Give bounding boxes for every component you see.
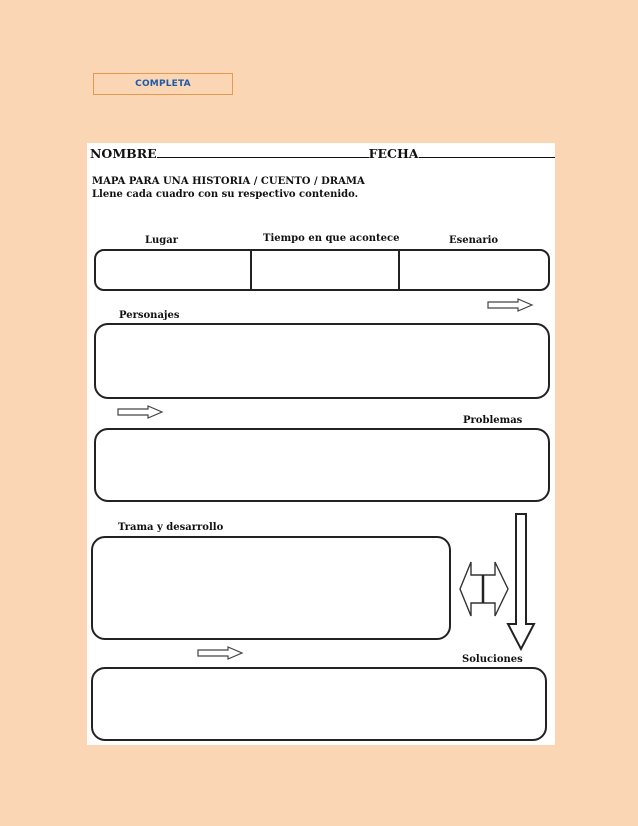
soluciones-label: Soluciones [462,654,523,665]
setting-box[interactable] [94,249,550,291]
setting-divider [250,251,252,289]
double-arrow-icon [459,561,509,617]
name-date-row [90,146,555,161]
lugar-label: Lugar [145,235,179,246]
fecha-label: FECHA [368,146,419,161]
trama-box[interactable] [91,536,451,640]
worksheet-title: MAPA PARA UNA HISTORIA / CUENTO / DRAMA [92,176,365,187]
arrow-right-icon [197,646,243,660]
escenario-label: Esenario [449,235,499,246]
arrow-right-icon [487,298,533,312]
personajes-label: Personajes [119,310,180,321]
trama-label: Trama y desarrollo [118,522,224,533]
arrow-right-icon [117,405,163,419]
soluciones-box[interactable] [91,667,547,741]
nombre-label: NOMBRE [90,146,157,161]
completa-badge: COMPLETA [93,73,233,95]
personajes-box[interactable] [94,323,550,399]
worksheet [87,143,555,745]
nombre-line[interactable] [157,146,369,158]
problemas-box[interactable] [94,428,550,502]
setting-divider [398,251,400,289]
instructions: Llene cada cuadro con su respectivo contenido. [92,189,359,200]
problemas-label: Problemas [463,415,523,426]
tiempo-label: Tiempo en que acontece [263,233,400,244]
arrow-down-icon [506,513,536,651]
fecha-line[interactable] [419,146,555,158]
